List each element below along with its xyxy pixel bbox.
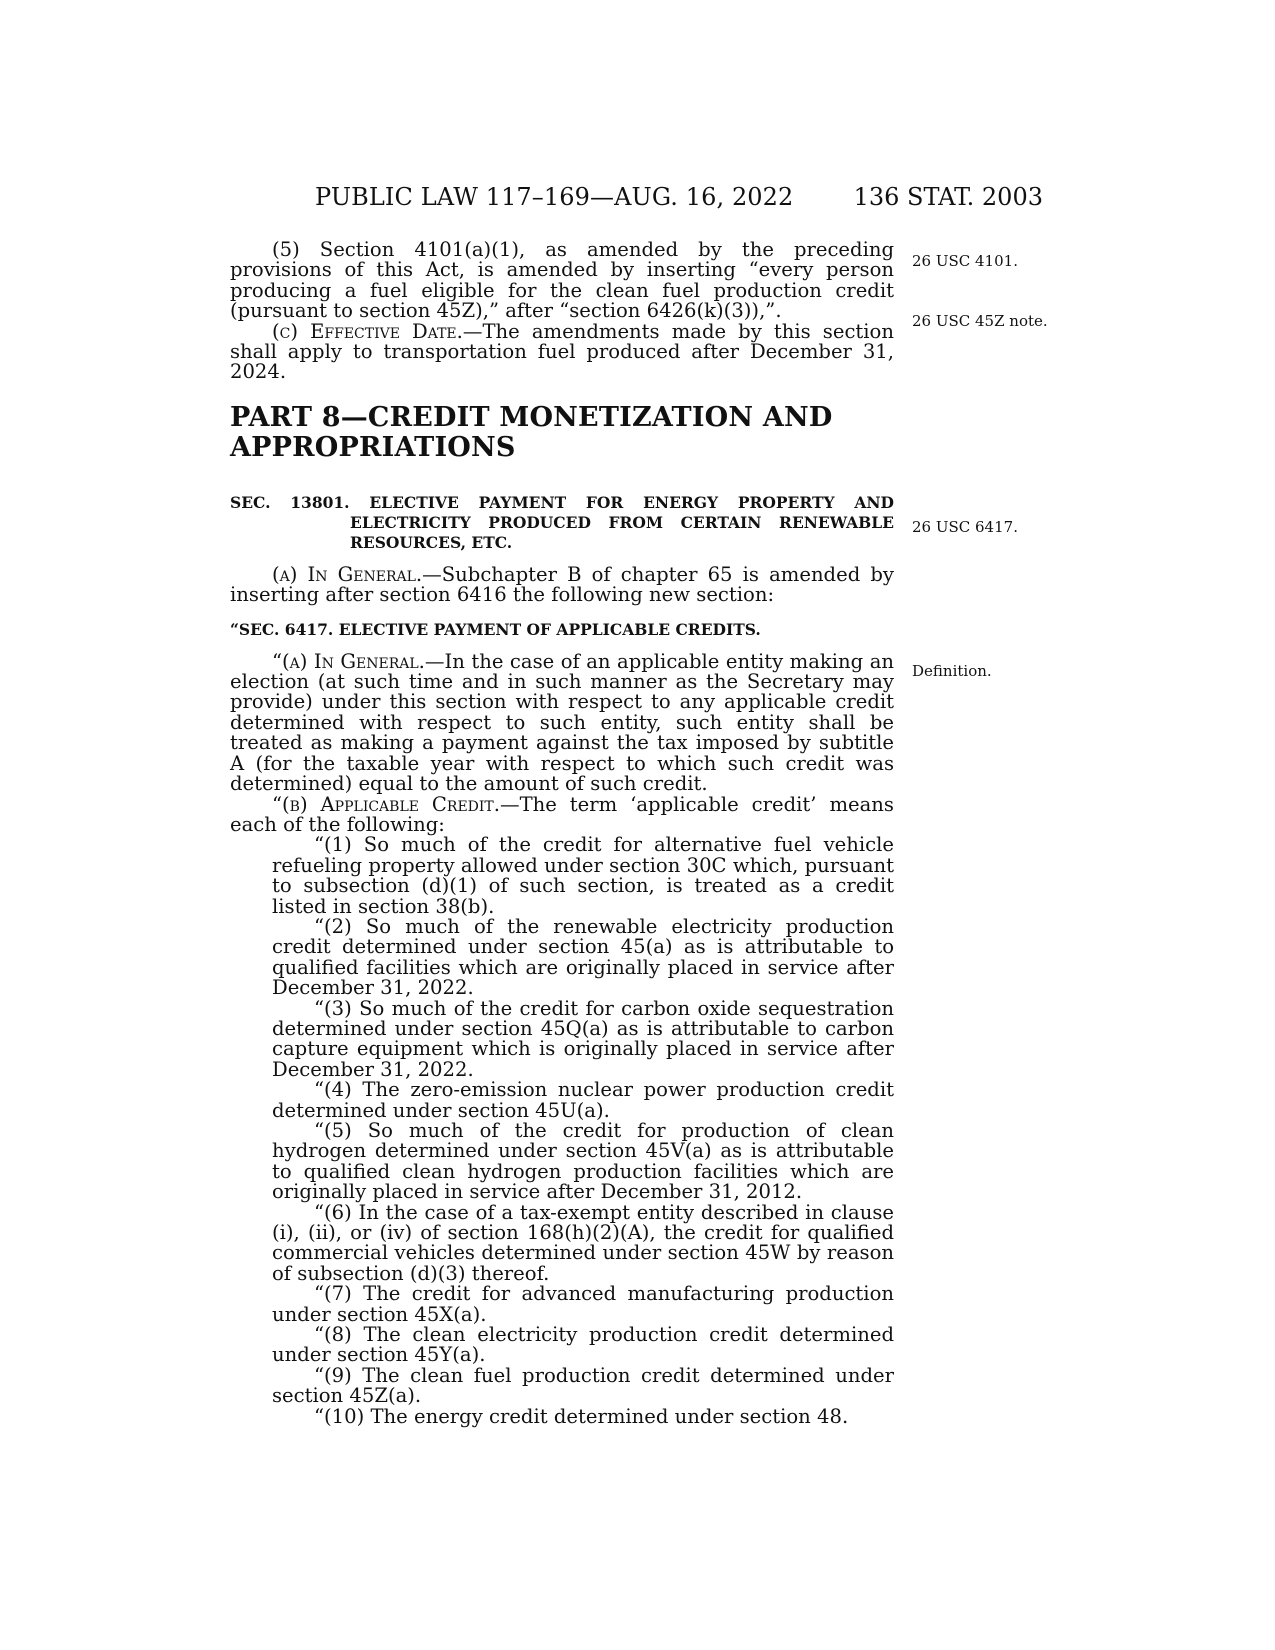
margin-note-26-usc-4101: 26 USC 4101. (912, 252, 1018, 270)
effective-date-label: (c) Effective Date. (272, 319, 463, 343)
page-stat-number: 136 STAT. 2003 (853, 183, 1043, 211)
list-item: “(8) The clean electricity production credit determined under section 45Y(a). (272, 1323, 894, 1367)
list-item: “(5) So much of the credit for production of clean hydrogen determined under section 45V(a) as is attributable to qualified clean hydrogen production facilities which are originally placed in service after December 31, 2012. (272, 1119, 894, 1204)
margin-note-definition: Definition. (912, 662, 992, 680)
section-13801-heading (230, 493, 894, 553)
margin-note-26-usc-6417: 26 USC 6417. (912, 518, 1018, 536)
list-item: “(7) The credit for advanced manufacturing production under section 45X(a). (272, 1282, 894, 1326)
document-body (230, 240, 894, 1427)
list-item: “(4) The zero-emission nuclear power production credit determined under section 45U(a). (272, 1078, 894, 1122)
paragraph-6417-b (230, 792, 894, 836)
paragraph-effective-date (230, 319, 894, 384)
paragraph-a-in-general (230, 562, 894, 607)
effective-date-text: —The amendments made by this section shall apply to transportation fuel produced after December 31, 2024. (230, 319, 894, 384)
part-heading-line2: APPROPRIATIONS (230, 431, 516, 463)
paragraph-5: (5) Section 4101(a)(1), as amended by the preceding provisions of this Act, is amended by inserting “every person producing a fuel eligible for the clean fuel production credit (pursuant to section 45Z),” after “section 6426(k)(3)),”. (230, 238, 894, 323)
section-6417-heading: “SEC. 6417. ELECTIVE PAYMENT OF APPLICABLE CREDITS. (230, 619, 761, 639)
part-heading-line1: PART 8—CREDIT MONETIZATION AND (230, 401, 833, 433)
section-13801-heading-text: SEC. 13801. ELECTIVE PAYMENT FOR ENERGY PROPERTY AND ELECTRICITY PRODUCED FROM CERTAIN RENEWABLE RESOURCES, ETC. (230, 492, 894, 552)
part-heading (230, 403, 894, 463)
in-general-label: (a) In General. (272, 562, 423, 586)
list-item: “(1) So much of the credit for alternative fuel vehicle refueling property allowed under section 30C which, pursuant to subsection (d)(1) of such section, is treated as a credit listed in section 38(b). (272, 833, 894, 918)
list-item: “(10) The energy credit determined under section 48. (314, 1404, 849, 1428)
list-item: “(6) In the case of a tax-exempt entity described in clause (i), (ii), or (iv) of section 168(h)(2)(A), the credit for qualified commercial vehicles determined under section 45W by reason of subsection (d)(3) thereof. (272, 1200, 894, 1285)
running-header-title: PUBLIC LAW 117–169—AUG. 16, 2022 (315, 183, 794, 211)
6417-b-text: —The term ‘applicable credit’ means each of the following: (230, 792, 894, 836)
list-item: “(9) The clean fuel production credit determined under section 45Z(a). (272, 1363, 894, 1408)
paragraph-6417-a (230, 649, 895, 796)
list-item: “(2) So much of the renewable electricity production credit determined under section 45(a) as is attributable to qualified facilities which are originally placed in service after December 31, 2022. (272, 914, 894, 1000)
in-general-text: —Subchapter B of chapter 65 is amended by inserting after section 6416 the following new section: (230, 562, 894, 607)
margin-note-26-usc-45z: 26 USC 45Z note. (912, 312, 1048, 330)
6417-b-label: “(b) Applicable Credit. (272, 792, 500, 816)
list-item: “(3) So much of the credit for carbon oxide sequestration determined under section 45Q(a) as is attributable to carbon capture equipment which is originally placed in service after December 31, 2022. (272, 996, 894, 1081)
6417-a-label: “(a) In General. (272, 649, 425, 673)
6417-a-text: —In the case of an applicable entity making an election (at such time and in such manner as the Secretary may provide) under this section with respect to any applicable credit determined with respect to such entity, such entity shall be treated as making a payment against the tax imposed by subtitle A (for the taxable year with respect to which such credit was determined) equal to the amount of such credit. (230, 649, 895, 796)
